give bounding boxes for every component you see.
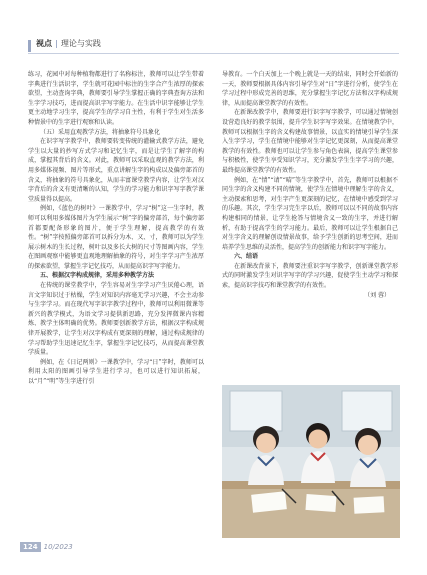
right-text-column [222,70,398,300]
paragraph: 练习，花园中对每种植物都进行了名称标注，教师可以让学生带着字典进行生活识字，学生就可花园中标注的生字合产生浓厚的探索欲望，主动查询字典，教师要引导学生掌握正确的字典查询方法和生字学习技巧，进而提高识字写字能力。在生活中识字能够让学生更主动地学习生字，提高学生的学习自主性，有利于学生对生活多种情景中的生字进行观察和认读。 [28,71,204,126]
page-footer [20,543,73,551]
header-section: 理论与实践 [60,39,101,48]
header-separator: | [55,39,58,48]
section-heading: 六、结语 [234,253,259,261]
header-brand: 视点 [36,39,52,48]
paragraph: 在传统的课堂教学中，学生容易对生字学习产生厌倦心理，语言文字知识过于枯燥，学生对知识内容毫无学习兴趣，不会主动参与生字学习。而在现代写字识字教学过程中，教师可以利用微课等新兴的教学模式，为语文学习提供新思路，充分发挥微课内容精炼、教学主体明确的优势。教师要创新教学方法，根据汉字构成规律开展教学，让学生对汉字构成有更深刻的理解，通过构成规律的学习帮助学生迅速记忆生字，掌握生字记忆技巧，从而提高课堂教学质量。 [28,282,204,357]
section-heading: 五、根据汉字构成规律，采用多种教学方法 [40,272,155,280]
header-accent-bar [28,40,31,52]
paragraph: 例如，《蓝色的树叶》一课教学中，学习“树”这一生字时，教师可以利用多媒体图片为学生展示“树”字的偏旁部首，每个偏旁部首都要配备形象的图片，便于学生理解，提高教学的有效性。“树”字按照偏旁部首可以拆分为木、又、寸，教师可以为学生展示树木的生长过程，树叶以及多长大树的尺寸等图画内容，学生在图画观察中能够更直观地理解抽象的符号，对生字学习产生浓厚的探索欲望，掌握生字记忆技巧，从而提高识字写字能力。 [28,205,204,270]
header-title [36,38,101,49]
classroom-photo [222,385,400,538]
page-header [0,0,427,34]
paragraph: 例如，在《日记两则》一课教学中，学习“日”字时，教师可以利用太阳的图画引导学生进行学习，也可以进行知识拓展，以“月”“明”等生字进行引 [28,358,204,385]
paragraph: 在新课改背景下，教师要注重识字写字教学，创新课堂教学形式的同时激发学生对识字写字的学习兴趣，促使学生主动学习和探索，提高识字技巧和课堂教学的有效性。 [222,262,398,290]
author-credit: （刘 蓉） [364,291,390,299]
paragraph: 在识字写字教学中，教师要转变传统的灌输式教学方法，避免学生以大量的抄写方式学习和记忆生字，而是让学生了解字的构成，掌握其背后的含义。对此，教师可以采取直观的教学方法，利用多媒体视频、图片等形式，重点讲解生字的构成以及偏旁部首的含义，将抽象的符号具象化，从而丰富课堂教学内容，让学生对汉字背后的含义有更清晰的认知，学生的学习能力和识字写字教学课堂质量得以提高。 [28,138,204,203]
header-rule [28,53,399,54]
page-number: 124 [20,542,41,552]
classroom-illustration [222,385,400,538]
left-text-column [28,70,204,387]
paragraph: 导教育。一个白天加上一个晚上就是一天的结束，同时会开始新的一天，教师要根据具体内容引导学生对“日”字进行分析，使学生在学习过程中形成完善的思维，充分掌握生字记忆方法和汉字构成规律，从而提高课堂教学的有效性。 [222,71,398,107]
paragraph: （五）采用直观教学方法，将抽象符号具象化 [40,128,161,136]
paragraph: 在新课改教学中，教师要进行识字写字教学，可以通过情境创设营造良好的教学氛围，提升学生识字写字效果。在情境教学中，教师可以根据生字的含义构建故事情景，以直实的情境引导学生深入生字学习，学生在情境中能够对生字记忆更深刻，从而提高课堂教学的有效性。教师也可以让学生参与角色表演，提高学生课堂参与积极性，使学生享受知识学习，充分激发学生生字学习的兴趣，最终提高课堂教学的有效性。 [222,109,398,174]
paragraph: 例如，在“情”“请”“晴”等生字教学中，首先，教师可以根据不同生字的含义构建不同的情境，使学生在情境中理解生字的含义，主动探索和思考，对生字产生更深刻的记忆，在情境中感受到学习的乐趣。其次，学生学习完生字以后，教师可以以不同的故事内容构建相同的情景，让学生抢答与情境含义一致的生字，并进行解析，有助于提高学生的学习能力。最后，教师可以让学生根据自己对生字含义的理解创设情景故事，给予学生创新的思考空间，进而培养学生思维的灵活性，提高学生的创新能力和识字写字能力。 [222,176,398,251]
issue-label: 10/2023 [43,543,73,551]
